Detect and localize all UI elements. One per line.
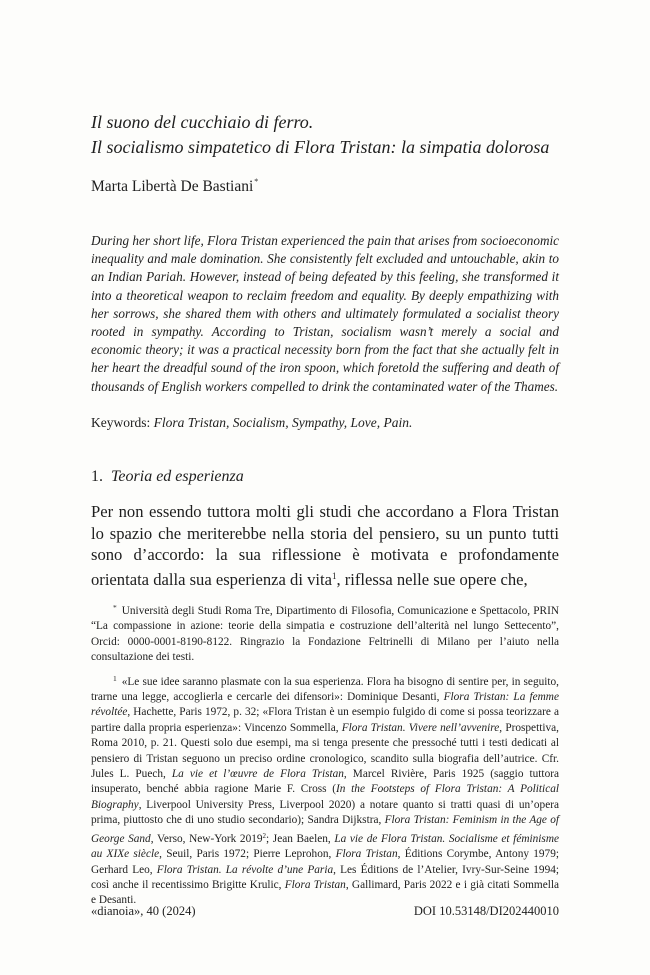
body-text-after: , riflessa nelle sue opere che,: [336, 569, 528, 589]
title-line-2: Il socialismo simpatetico di Flora Tristan: la simpatia dolorosa: [91, 137, 550, 157]
fn1-text-4: , Marcel Rivière, Paris 1925 (saggio tuttora insuperato, benché abbia ragione Marie F. Cross (: [91, 768, 559, 796]
fn1-text-2: , Hachette, Paris 1972, p. 32; «Flora Tristan è un esempio fulgido di come si possa teorizzare a partire dalla propria esperienza»: Vincenzo Sommella,: [91, 706, 559, 734]
author-footnote-mark[interactable]: *: [254, 177, 259, 186]
footnote-1: [91, 671, 559, 909]
body-text-before: Per non essendo tuttora molti gli studi che accordano a Flora Tristan lo spazio che meriterebbe nella storia del pensiero, su un punto tutti sono d’accordo: la sua riflessione è motivata e profondamente orientata dalla sua esperienza di vita: [91, 502, 559, 589]
author-byline: [91, 172, 258, 197]
abstract: During her short life, Flora Tristan experienced the pain that arises from socioeconomic inequality and male domination. She consistently felt excluded and untouchable, akin to an Indian Pariah. However, instead of being defeated by this feeling, she transformed it into a theoretical weapon to reclaim freedom and equality. By deeply empathizing with her sorrows, she shared them with others and ultimately formulated a socialist theory rooted in sympathy. According to Tristan, socialism wasn’t merely a social and economic theory; it was a practical necessity born from the fact that she actually felt in her heart the dreadful sound of the iron spoon, which foretold the suffering and death of thousands of English workers compelled to drink the contaminated water of the Thames.: [91, 233, 559, 394]
fn1-text-7: ; Jean Baelen,: [266, 832, 335, 845]
fn1-edition-mark: 2: [262, 831, 267, 840]
fn1-citation-leo: Flora Tristan. La révolte d’une Paria: [156, 863, 334, 876]
fn1-text-6: , Verso, New-York 2019: [150, 832, 263, 845]
keywords-terms: Flora Tristan, Socialism, Sympathy, Love, Pain.: [153, 415, 413, 430]
title-line-1: Il suono del cucchiaio di ferro.: [91, 112, 314, 132]
fn1-citation-krulic: Flora Tristan: [284, 878, 346, 891]
article-title: [91, 110, 591, 160]
footnote-star: [91, 600, 559, 666]
fn1-citation-desanti: Flora Tristan: La femme révoltée: [91, 691, 559, 719]
footer-journal: «dianoia», 40 (2024): [91, 904, 196, 918]
footnote-star-mark: *: [113, 603, 117, 612]
footer-doi[interactable]: DOI 10.53148/DI202440010: [413, 904, 559, 918]
fn1-text-11: , Gallimard, Paris 2022 e i già citati Sommella e Desanti.: [91, 878, 559, 907]
fn1-citation-baelen: La vie de Flora Tristan. Socialisme et féminisme au XIXe siècle: [91, 832, 559, 861]
keywords-label: Keywords:: [91, 415, 151, 430]
footnote-star-text: Università degli Studi Roma Tre, Dipartimento di Filosofia, Comunicazione e Spettacolo, PRIN “La compassione in azione: teorie della simpatia e costruzione dell’alterità nel lungo Settecento”, Orcid: 0000-0001-8190-8122. Ringrazio la Fondazione Feltrinelli di Milano per l’aiuto nella consultazione dei testi.: [91, 605, 559, 664]
fn1-text-1: «Le sue idee saranno plasmate con la sua esperienza. Flora ha bisogno di sentire per, in seguito, trarne una legge, accoglierla e cercarle dei difensori»: Dominique Desanti,: [91, 675, 559, 704]
fn1-citation-cross: In the Footsteps of Flora Tristan: A Political Biography: [91, 783, 559, 811]
section-number: 1.: [91, 468, 103, 485]
fn1-citation-leprohon: Flora Tristan: [335, 848, 398, 861]
keywords: [91, 414, 559, 432]
section-title: Teoria ed esperienza: [111, 468, 244, 485]
fn1-text-8: , Seuil, Paris 1972; Pierre Leprohon,: [159, 848, 336, 861]
footnote-1-mark: 1: [113, 673, 117, 683]
fn1-citation-sommella: Flora Tristan. Vivere nell’avvenire,: [341, 721, 503, 734]
fn1-text-3: Prospettiva, Roma 2010, p. 21. Questi solo due esempi, ma si tenga presente che pressoché tutti i testi dedicati al pensiero di Tristan seguono un preciso ordine cronologico, scandito sulla biografia dell’autrice. Cfr. Jules L. Puech,: [91, 721, 559, 781]
author-name: Marta Libertà De Bastiani: [91, 178, 254, 195]
body-paragraph: [91, 501, 559, 590]
footnote-ref-1[interactable]: 1: [331, 570, 337, 581]
fn1-citation-puech: La vie et l’œuvre de Flora Tristan: [171, 768, 344, 781]
footnotes: [91, 600, 559, 909]
fn1-text-9: , Éditions Corymbe, Antony 1979; Gerhard Leo,: [91, 848, 559, 876]
fn1-text-5: , Liverpool University Press, Liverpool 2020) a notare quanto si tratti quasi di un’opera prima, piuttosto che di uno studio secondario); Sandra Dijkstra,: [91, 798, 559, 827]
fn1-citation-dijkstra: Flora Tristan: Feminism in the Age of George Sand: [91, 814, 559, 845]
section-heading: [91, 467, 244, 487]
fn1-text-10: , Les Éditions de l’Atelier, Ivry-Sur-Seine 1994; così anche il recentissimo Brigitte Krulic,: [91, 863, 560, 891]
